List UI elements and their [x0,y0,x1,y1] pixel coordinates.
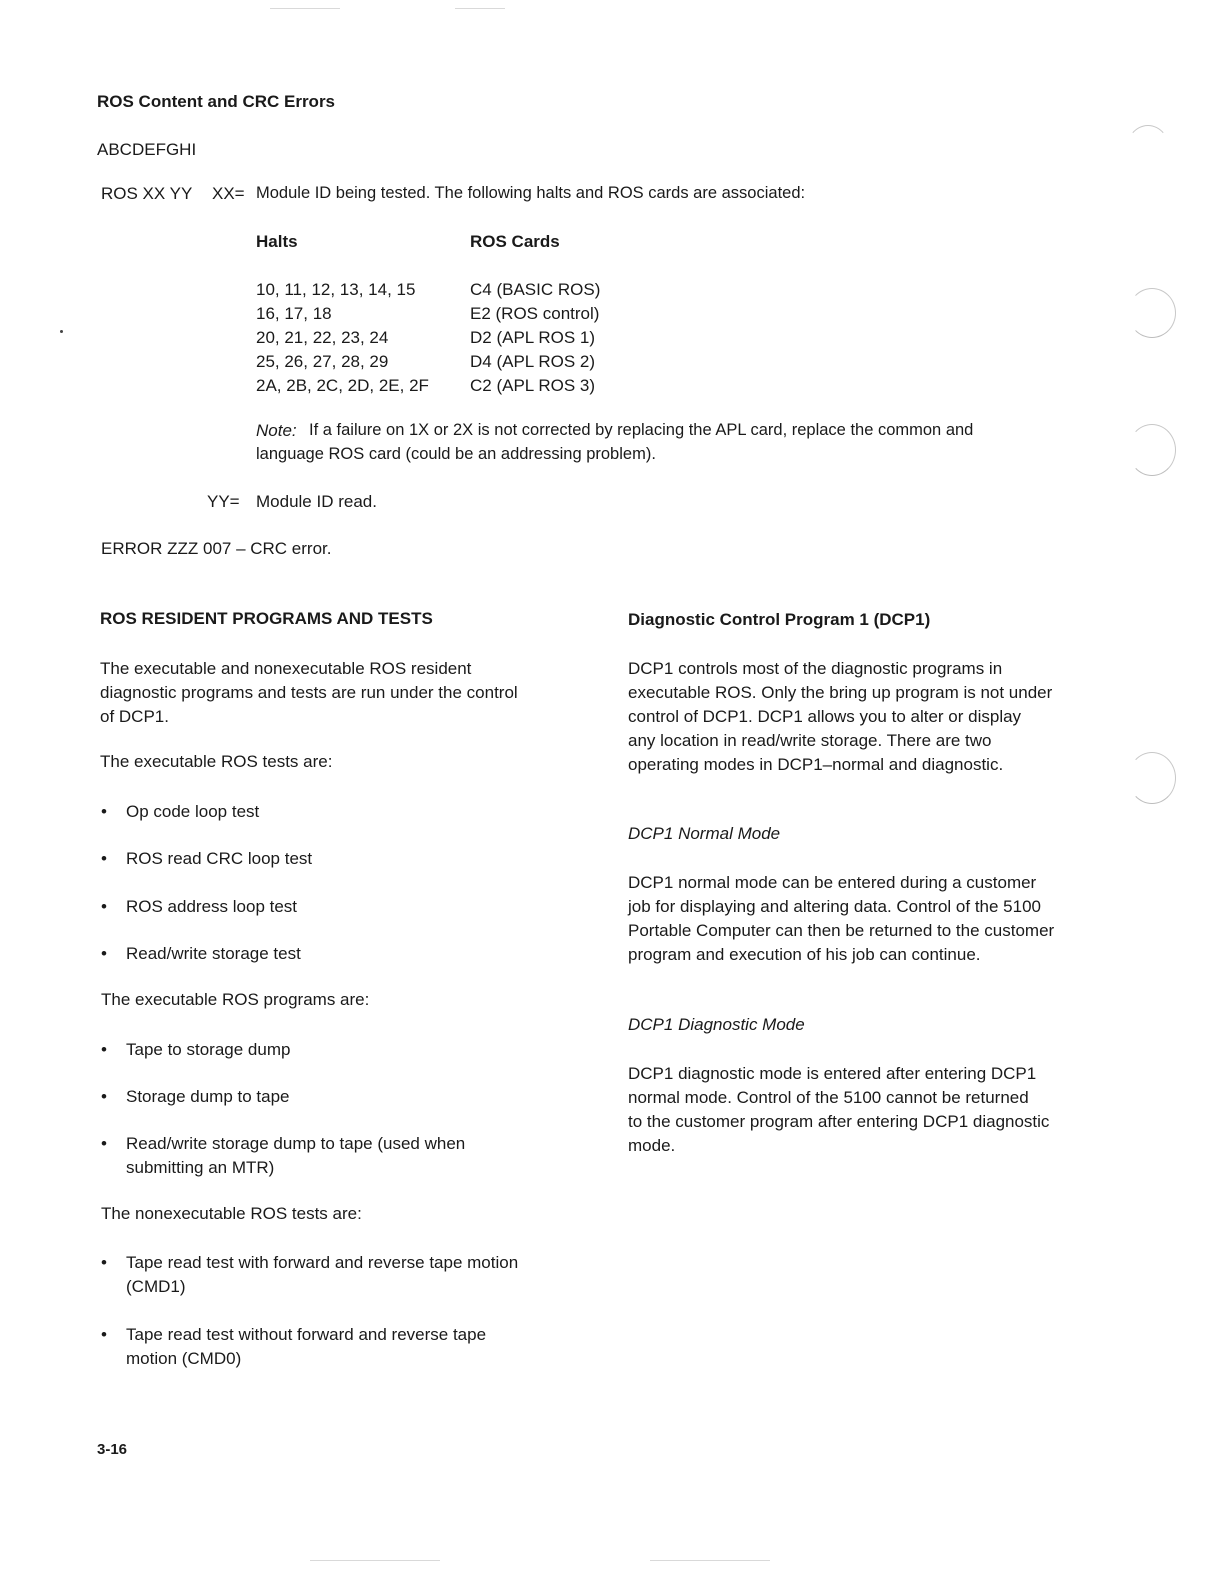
scan-artifact-bottom [310,1560,440,1561]
scan-speck [60,330,63,333]
para-line: program and execution of his job can continue. [628,945,981,964]
ros-line-prefix: ROS XX YY [101,184,193,203]
exec-programs-label: The executable ROS programs are: [101,990,370,1009]
halts-cell: 16, 17, 18 [256,304,332,323]
list-item-text: Tape read test with forward and reverse tape motion [126,1253,519,1272]
bullet: • [101,897,107,916]
right-section-heading: Diagnostic Control Program 1 (DCP1) [628,610,931,629]
xx-label: XX= [212,184,245,203]
list-item-text: Tape read test without forward and reverse tape [126,1325,487,1344]
halts-cell: 2A, 2B, 2C, 2D, 2E, 2F [256,376,429,395]
note-line-1: If a failure on 1X or 2X is not corrected by replacing the APL card, replace the common and [309,421,974,439]
card-cell: C4 (BASIC ROS) [470,280,601,299]
list-item-text: Read/write storage test [126,944,301,963]
yy-description: Module ID read. [256,492,377,511]
list-item-text: Read/write storage dump to tape (used when [126,1134,466,1153]
bullet: • [101,944,107,963]
table-row [256,350,636,374]
card-cell: C2 (APL ROS 3) [470,376,596,395]
bullet: • [101,1253,107,1272]
halts-cell: 20, 21, 22, 23, 24 [256,328,389,347]
para-line: DCP1 controls most of the diagnostic programs in [628,659,1003,678]
list-item-text: ROS address loop test [126,897,298,916]
halts-cell: 10, 11, 12, 13, 14, 15 [256,280,416,299]
page-number: 3-16 [97,1441,128,1458]
note-label: Note: [256,421,297,440]
list-item-text: Op code loop test [126,802,260,821]
para-line: DCP1 diagnostic mode is entered after entering DCP1 [628,1064,1037,1083]
intro-line: of DCP1. [100,707,169,726]
binder-hole [1128,424,1176,476]
scan-artifact-top [270,8,340,9]
bullet: • [101,1087,107,1106]
list-item-text: Tape to storage dump [126,1040,291,1059]
bullet: • [101,1325,107,1344]
right-para-3 [628,1062,1049,1158]
halts-table [256,278,636,398]
para-line: any location in read/write storage. There are two [628,731,992,750]
binder-hole [1125,125,1171,181]
code-line: ABCDEFGHI [97,140,197,159]
para-line: executable ROS. Only the bring up program is not under [628,683,1053,702]
list-item-text: ROS read CRC loop test [126,849,313,868]
error-line: ERROR ZZZ 007 – CRC error. [101,539,332,558]
table-row [256,302,636,326]
diagnostic-mode-heading: DCP1 Diagnostic Mode [628,1015,805,1034]
intro-line: diagnostic programs and tests are run under the control [100,683,518,702]
note-line-2: language ROS card (could be an addressing problem). [256,445,656,463]
list-item-text-continued: submitting an MTR) [126,1158,275,1177]
card-cell: E2 (ROS control) [470,304,600,323]
halts-cell: 25, 26, 27, 28, 29 [256,352,389,371]
normal-mode-heading: DCP1 Normal Mode [628,824,781,843]
section-heading-ros-content: ROS Content and CRC Errors [97,92,336,111]
card-cell: D4 (APL ROS 2) [470,352,596,371]
para-line: mode. [628,1136,676,1155]
bullet: • [101,1040,107,1059]
bullet: • [101,849,107,868]
para-line: control of DCP1. DCP1 allows you to alter or display [628,707,1022,726]
bullet: • [101,1134,107,1153]
para-line: operating modes in DCP1–normal and diagnostic. [628,755,1004,774]
intro-line: The executable and nonexecutable ROS resident [100,659,472,678]
list-item-text-continued: motion (CMD0) [126,1349,242,1368]
left-intro [100,657,518,729]
table-row [256,278,636,302]
right-para-1 [628,657,1052,777]
halts-header: Halts [256,232,298,251]
card-cell: D2 (APL ROS 1) [470,328,596,347]
nonexec-tests-label: The nonexecutable ROS tests are: [101,1204,362,1223]
para-line: normal mode. Control of the 5100 cannot be returned [628,1088,1029,1107]
exec-tests-label: The executable ROS tests are: [100,752,333,771]
yy-label: YY= [207,492,240,511]
list-item-text-continued: (CMD1) [126,1277,186,1296]
table-row [256,326,636,350]
binder-hole [1128,288,1176,338]
ros-cards-header: ROS Cards [470,232,560,251]
binder-hole [1128,752,1176,804]
table-row [256,374,636,398]
para-line: Portable Computer can then be returned to the customer [628,921,1055,940]
right-para-2 [628,871,1054,967]
xx-description: Module ID being tested. The following halts and ROS cards are associated: [256,184,806,202]
para-line: to the customer program after entering DCP1 diagnostic [628,1112,1050,1131]
left-section-heading: ROS RESIDENT PROGRAMS AND TESTS [100,609,433,628]
bullet: • [101,802,107,821]
list-item-text: Storage dump to tape [126,1087,290,1106]
scan-artifact-bottom-2 [650,1560,770,1561]
para-line: job for displaying and altering data. Control of the 5100 [628,897,1041,916]
para-line: DCP1 normal mode can be entered during a customer [628,873,1037,892]
scan-artifact-top-2 [455,8,505,9]
